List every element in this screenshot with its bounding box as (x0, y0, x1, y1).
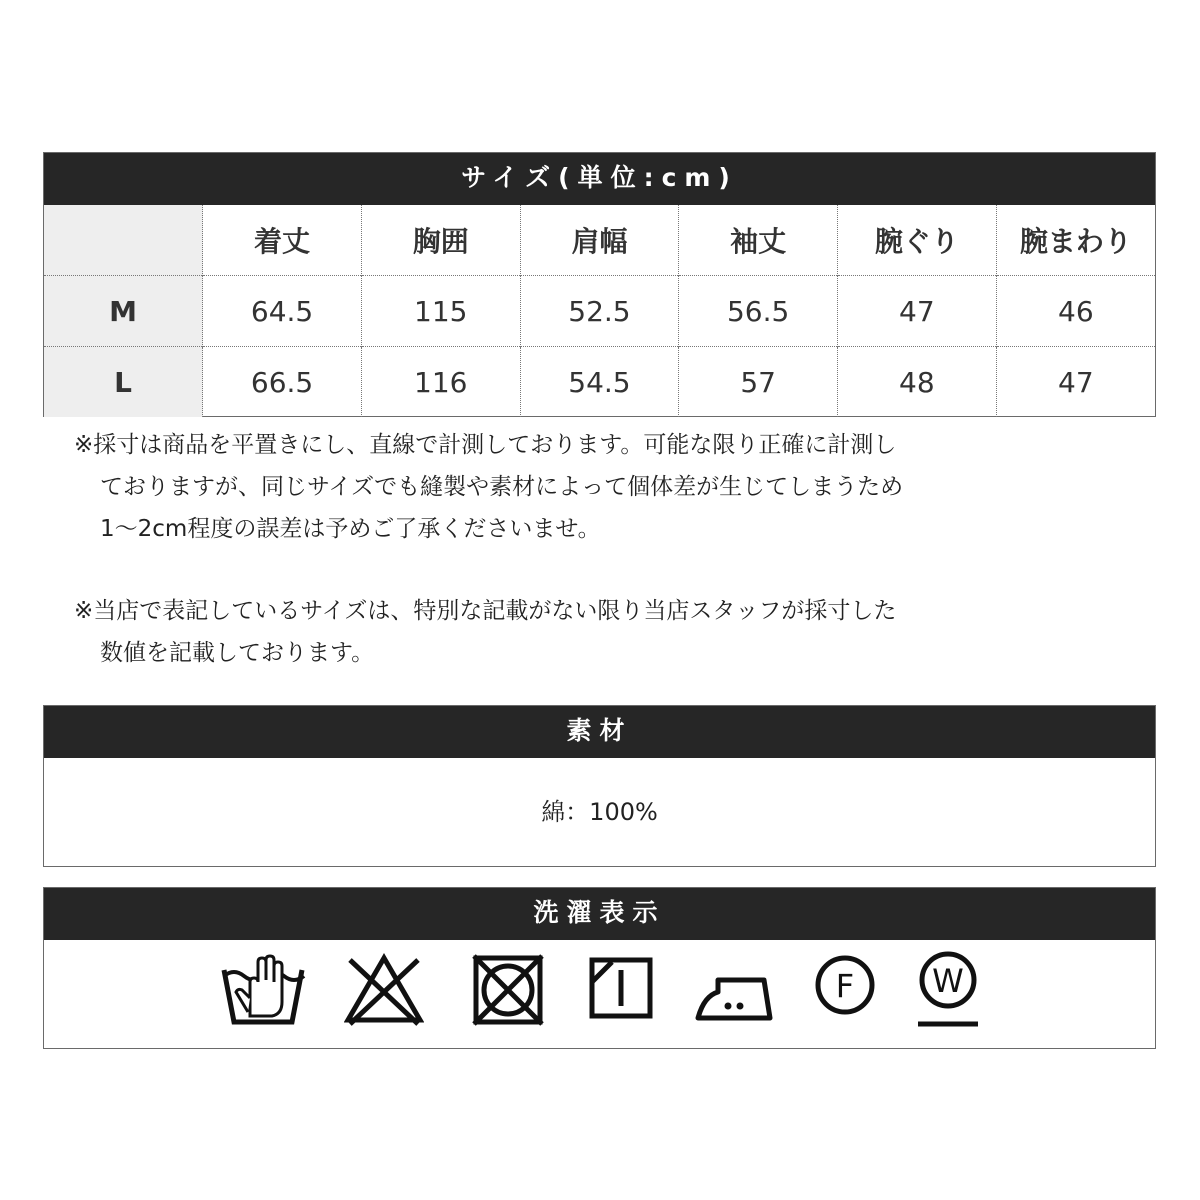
column-header: 腕まわり (996, 205, 1155, 276)
column-header: 肩幅 (520, 205, 679, 276)
size-table-corner (44, 205, 203, 276)
measurement-note (74, 424, 1054, 550)
table-cell: 115 (361, 276, 520, 347)
dry-clean-f-icon (812, 952, 878, 1018)
material-panel (43, 705, 1156, 867)
size-label: L (44, 347, 203, 418)
size-label: M (44, 276, 203, 347)
iron-low-icon (694, 952, 774, 1028)
note-line: 1～2cm程度の誤差は予めご了承くださいませ。 (100, 516, 601, 542)
note-line: 数値を記載しております。 (100, 640, 375, 666)
table-row (44, 276, 1155, 347)
table-cell: 54.5 (520, 347, 679, 418)
table-cell: 66.5 (203, 347, 362, 418)
table-cell: 56.5 (679, 276, 838, 347)
table-cell: 52.5 (520, 276, 679, 347)
table-row (44, 347, 1155, 418)
table-cell: 116 (361, 347, 520, 418)
column-header: 袖丈 (679, 205, 838, 276)
hand-wash-icon (220, 952, 306, 1028)
table-cell: 64.5 (203, 276, 362, 347)
size-table-title: サイズ(単位:cm) (44, 153, 1155, 205)
table-cell: 46 (996, 276, 1155, 347)
shade-drip-dry-icon (588, 952, 656, 1020)
table-cell: 47 (996, 347, 1155, 418)
care-title: 洗濯表示 (44, 888, 1155, 940)
column-header: 胸囲 (361, 205, 520, 276)
material-title: 素材 (44, 706, 1155, 758)
wet-clean-w-icon (916, 948, 980, 1032)
column-header: 着丈 (203, 205, 362, 276)
wet-clean-letter: W (932, 962, 964, 1000)
size-table-header-row (44, 205, 1155, 276)
material-value: 綿：100% (541, 798, 658, 826)
table-cell: 48 (838, 347, 997, 418)
table-cell: 57 (679, 347, 838, 418)
no-tumble-dry-icon (470, 952, 546, 1028)
care-symbols (44, 940, 1155, 1048)
size-table-panel (43, 152, 1156, 417)
column-header: 腕ぐり (838, 205, 997, 276)
no-bleach-icon (344, 952, 424, 1028)
table-cell: 47 (838, 276, 997, 347)
care-panel (43, 887, 1156, 1049)
note-line: ておりますが、同じサイズでも縫製や素材によって個体差が生じてしまうため (100, 474, 904, 500)
size-table (44, 205, 1155, 417)
dry-clean-letter: F (835, 967, 855, 1005)
note-line: ※採寸は商品を平置きにし、直線で計測しております。可能な限り正確に計測し (74, 432, 897, 458)
note-line: ※当店で表記しているサイズは、特別な記載がない限り当店スタッフが採寸した (74, 598, 897, 624)
size-notation-note (74, 590, 1054, 674)
